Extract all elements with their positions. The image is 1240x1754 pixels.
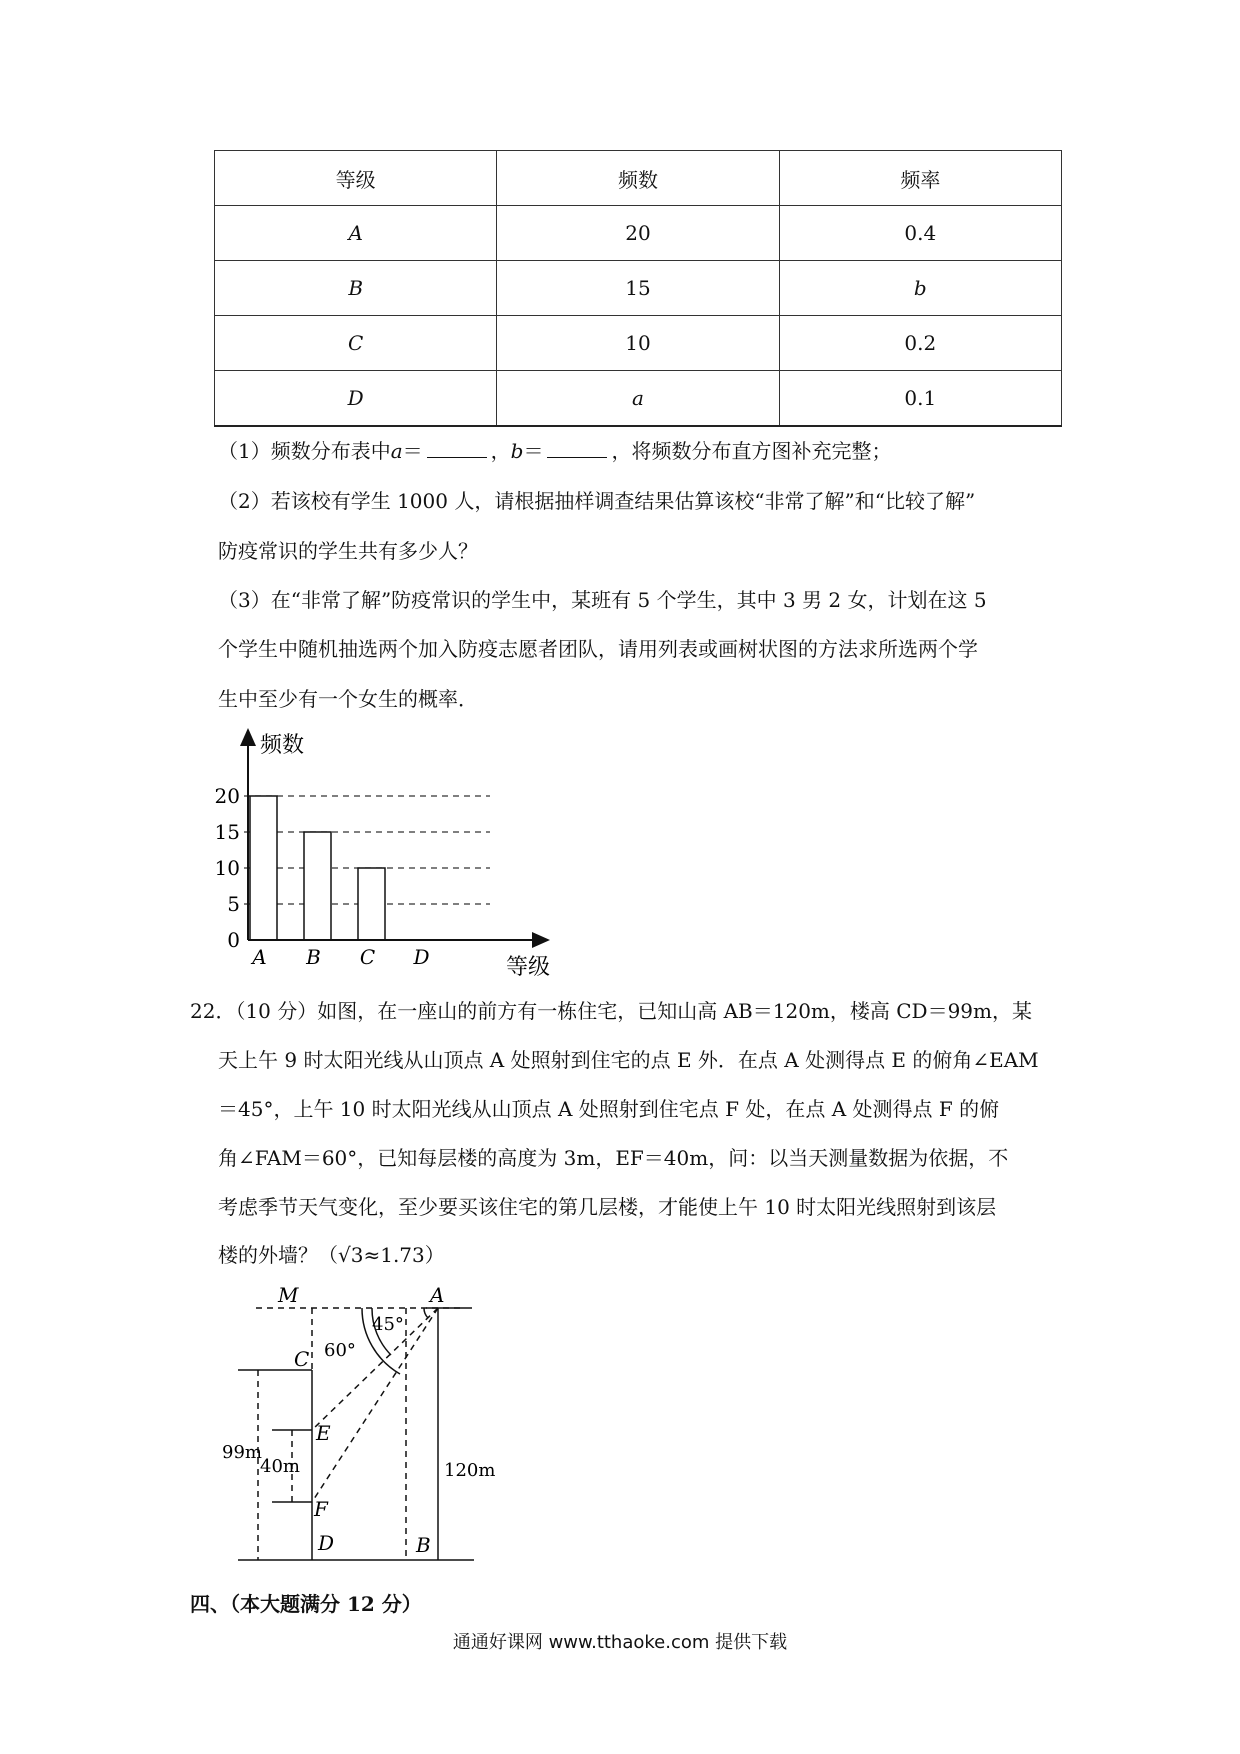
label-E: E bbox=[316, 1421, 331, 1445]
height-99-label: 99m bbox=[222, 1442, 262, 1463]
y-tick-label: 20 bbox=[214, 784, 240, 808]
answer-blank-a bbox=[427, 437, 487, 458]
cell-count: 15 bbox=[497, 261, 779, 316]
question-3-line-2: 个学生中随机抽选两个加入防疫志愿者团队，请用列表或画树状图的方法求所选两个学 bbox=[218, 637, 978, 661]
page-footer: 通通好课网 www.tthaoke.com 提供下载 bbox=[452, 1632, 788, 1653]
x-tick-label: B bbox=[306, 945, 321, 969]
question-22-line-3: ＝45°，上午 10 时太阳光线从山顶点 A 处照射到住宅点 F 处，在点 A 处测得点 F 的俯 bbox=[218, 1097, 1000, 1121]
table-row bbox=[215, 316, 1062, 371]
question-22-line-2: 天上午 9 时太阳光线从山顶点 A 处照射到住宅的点 E 外．在点 A 处测得点 E 的俯角∠EAM bbox=[218, 1048, 1039, 1072]
label-B: B bbox=[416, 1533, 431, 1557]
cell-count: 20 bbox=[497, 206, 779, 261]
y-axis-label: 频数 bbox=[260, 733, 305, 758]
question-3-line-1: （3）在“非常了解”防疫常识的学生中，某班有 5 个学生，其中 3 男 2 女，计划在这 5 bbox=[218, 588, 987, 612]
y-tick-label: 15 bbox=[214, 820, 240, 844]
x-tick-label: C bbox=[359, 945, 376, 969]
cell-grade: B bbox=[215, 261, 497, 316]
question-1: （1）频数分布表中a＝ ，b＝ ，将频数分布直方图补充完整； bbox=[218, 439, 892, 463]
histogram-chart bbox=[200, 722, 560, 984]
label-C: C bbox=[294, 1347, 310, 1371]
cell-count: 10 bbox=[497, 316, 779, 371]
geometry-diagram bbox=[220, 1280, 496, 1580]
bar-B bbox=[304, 832, 331, 940]
x-tick-labels bbox=[250, 945, 429, 969]
height-120-label: 120m bbox=[444, 1460, 496, 1481]
angle-45-label: 45° bbox=[372, 1314, 404, 1335]
label-M: M bbox=[278, 1283, 299, 1307]
question-22-line-1: 22．（10 分）如图，在一座山的前方有一栋住宅，已知山高 AB＝120m，楼高 CD＝99m，某 bbox=[190, 999, 1033, 1023]
cell-rate: b bbox=[779, 261, 1061, 316]
header-grade: 等级 bbox=[215, 151, 497, 206]
cell-grade: D bbox=[215, 371, 497, 427]
cell-count: a bbox=[497, 371, 779, 427]
cell-rate: 0.2 bbox=[779, 316, 1061, 371]
x-tick-label: D bbox=[413, 945, 430, 969]
frequency-table bbox=[214, 150, 1062, 427]
angle-60-label: 60° bbox=[324, 1340, 356, 1361]
height-40-label: 40m bbox=[260, 1456, 300, 1477]
cell-grade: C bbox=[215, 316, 497, 371]
label-A: A bbox=[430, 1283, 445, 1307]
question-2-line-1: （2）若该校有学生 1000 人，请根据抽样调查结果估算该校“非常了解”和“比较了解” bbox=[218, 489, 976, 513]
header-count: 频数 bbox=[497, 151, 779, 206]
bar-C bbox=[358, 868, 385, 940]
section-heading: 四、（本大题满分 12 分） bbox=[190, 1592, 422, 1616]
question-3-line-3: 生中至少有一个女生的概率． bbox=[218, 687, 478, 711]
chart-bars bbox=[250, 796, 385, 940]
bar-A bbox=[250, 796, 277, 940]
question-22-line-6: 楼的外墙？（√3≈1.73） bbox=[218, 1243, 445, 1267]
cell-rate: 0.1 bbox=[779, 371, 1061, 427]
cell-grade: A bbox=[215, 206, 497, 261]
x-axis-label: 等级 bbox=[506, 955, 551, 980]
header-rate: 频率 bbox=[779, 151, 1061, 206]
table-row bbox=[215, 371, 1062, 427]
table-header-row bbox=[215, 151, 1062, 206]
x-tick-label: A bbox=[252, 945, 267, 969]
question-22-line-5: 考虑季节天气变化，至少要买该住宅的第几层楼，才能使上午 10 时太阳光线照射到该层 bbox=[218, 1195, 997, 1219]
y-tick-labels bbox=[215, 784, 240, 952]
label-F: F bbox=[314, 1497, 328, 1521]
table-row bbox=[215, 206, 1062, 261]
y-tick-label: 5 bbox=[227, 892, 240, 916]
label-D: D bbox=[318, 1531, 335, 1555]
table-row bbox=[215, 261, 1062, 316]
y-tick-label: 10 bbox=[214, 856, 240, 880]
question-22-line-4: 角∠FAM＝60°，已知每层楼的高度为 3m，EF＝40m，问：以当天测量数据为依据，不 bbox=[218, 1146, 1009, 1170]
question-2-line-2: 防疫常识的学生共有多少人？ bbox=[218, 539, 478, 563]
y-tick-label: 0 bbox=[227, 928, 240, 952]
answer-blank-b bbox=[547, 437, 607, 458]
cell-rate: 0.4 bbox=[779, 206, 1061, 261]
